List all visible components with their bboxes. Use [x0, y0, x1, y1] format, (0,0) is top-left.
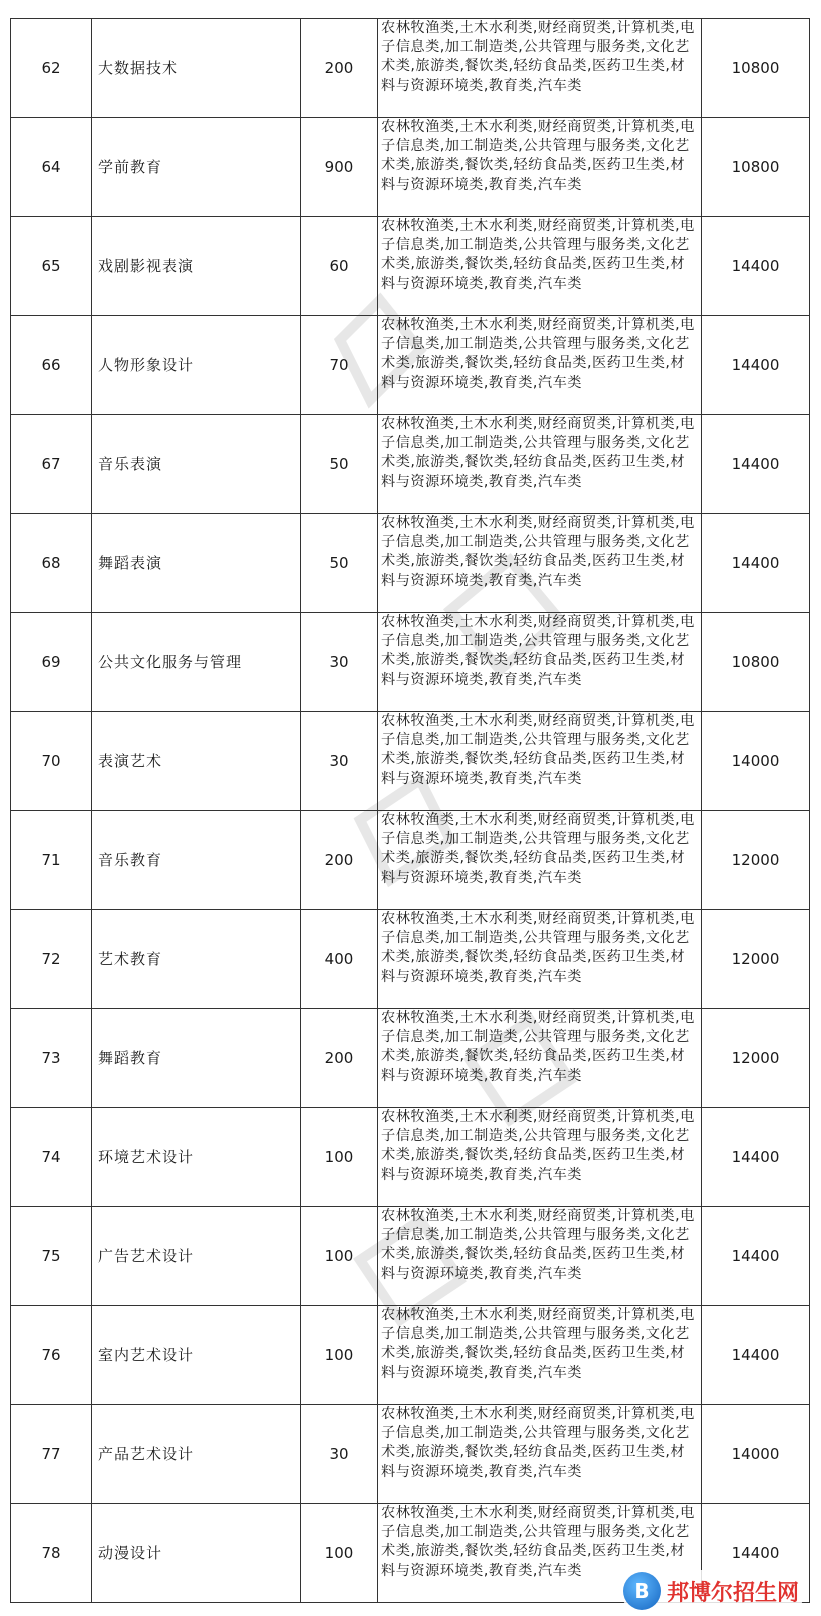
- tuition-fee: 14000: [702, 1405, 810, 1504]
- eligible-categories: 农林牧渔类,土木水利类,财经商贸类,计算机类,电子信息类,加工制造类,公共管理与服务类,文化艺术类,旅游类,餐饮类,轻纺食品类,医药卫生类,材料与资源环境类,教育类,汽车类: [378, 316, 702, 415]
- table-row: [11, 19, 810, 118]
- eligible-categories: 农林牧渔类,土木水利类,财经商贸类,计算机类,电子信息类,加工制造类,公共管理与服务类,文化艺术类,旅游类,餐饮类,轻纺食品类,医药卫生类,材料与资源环境类,教育类,汽车类: [378, 1504, 702, 1603]
- tuition-fee: 10800: [702, 613, 810, 712]
- major-name: 动漫设计: [92, 1504, 301, 1603]
- table-row: [11, 217, 810, 316]
- tuition-fee: 12000: [702, 1009, 810, 1108]
- table-row: [11, 1306, 810, 1405]
- tuition-fee: 14400: [702, 1504, 810, 1603]
- enrollment-count: 30: [301, 712, 378, 811]
- row-number: 74: [11, 1108, 92, 1207]
- table-row: [11, 1108, 810, 1207]
- major-name: 环境艺术设计: [92, 1108, 301, 1207]
- eligible-categories: 农林牧渔类,土木水利类,财经商贸类,计算机类,电子信息类,加工制造类,公共管理与服务类,文化艺术类,旅游类,餐饮类,轻纺食品类,医药卫生类,材料与资源环境类,教育类,汽车类: [378, 1207, 702, 1306]
- eligible-categories: 农林牧渔类,土木水利类,财经商贸类,计算机类,电子信息类,加工制造类,公共管理与服务类,文化艺术类,旅游类,餐饮类,轻纺食品类,医药卫生类,材料与资源环境类,教育类,汽车类: [378, 1405, 702, 1504]
- row-number: 66: [11, 316, 92, 415]
- table-row: [11, 1207, 810, 1306]
- row-number: 65: [11, 217, 92, 316]
- row-number: 77: [11, 1405, 92, 1504]
- table-row: [11, 910, 810, 1009]
- eligible-categories: 农林牧渔类,土木水利类,财经商贸类,计算机类,电子信息类,加工制造类,公共管理与服务类,文化艺术类,旅游类,餐饮类,轻纺食品类,医药卫生类,材料与资源环境类,教育类,汽车类: [378, 217, 702, 316]
- eligible-categories: 农林牧渔类,土木水利类,财经商贸类,计算机类,电子信息类,加工制造类,公共管理与服务类,文化艺术类,旅游类,餐饮类,轻纺食品类,医药卫生类,材料与资源环境类,教育类,汽车类: [378, 1306, 702, 1405]
- enrollment-count: 100: [301, 1108, 378, 1207]
- row-number: 68: [11, 514, 92, 613]
- enrollment-count: 200: [301, 811, 378, 910]
- row-number: 71: [11, 811, 92, 910]
- table-body: [11, 19, 810, 1603]
- tuition-fee: 12000: [702, 811, 810, 910]
- row-number: 70: [11, 712, 92, 811]
- enrollment-count: 900: [301, 118, 378, 217]
- enrollment-table: [10, 18, 810, 1603]
- major-name: 人物形象设计: [92, 316, 301, 415]
- table-row: [11, 415, 810, 514]
- tuition-fee: 14000: [702, 712, 810, 811]
- eligible-categories: 农林牧渔类,土木水利类,财经商贸类,计算机类,电子信息类,加工制造类,公共管理与服务类,文化艺术类,旅游类,餐饮类,轻纺食品类,医药卫生类,材料与资源环境类,教育类,汽车类: [378, 613, 702, 712]
- row-number: 69: [11, 613, 92, 712]
- enrollment-count: 50: [301, 415, 378, 514]
- tuition-fee: 14400: [702, 415, 810, 514]
- row-number: 67: [11, 415, 92, 514]
- row-number: 76: [11, 1306, 92, 1405]
- table-row: [11, 1009, 810, 1108]
- enrollment-count: 30: [301, 613, 378, 712]
- enrollment-count: 60: [301, 217, 378, 316]
- enrollment-count: 100: [301, 1207, 378, 1306]
- row-number: 72: [11, 910, 92, 1009]
- row-number: 62: [11, 19, 92, 118]
- tuition-fee: 14400: [702, 316, 810, 415]
- table-row: [11, 712, 810, 811]
- enrollment-count: 100: [301, 1504, 378, 1603]
- table-row: [11, 613, 810, 712]
- enrollment-count: 400: [301, 910, 378, 1009]
- eligible-categories: 农林牧渔类,土木水利类,财经商贸类,计算机类,电子信息类,加工制造类,公共管理与服务类,文化艺术类,旅游类,餐饮类,轻纺食品类,医药卫生类,材料与资源环境类,教育类,汽车类: [378, 910, 702, 1009]
- table-row: [11, 514, 810, 613]
- major-name: 戏剧影视表演: [92, 217, 301, 316]
- major-name: 艺术教育: [92, 910, 301, 1009]
- enrollment-count: 50: [301, 514, 378, 613]
- row-number: 75: [11, 1207, 92, 1306]
- eligible-categories: 农林牧渔类,土木水利类,财经商贸类,计算机类,电子信息类,加工制造类,公共管理与服务类,文化艺术类,旅游类,餐饮类,轻纺食品类,医药卫生类,材料与资源环境类,教育类,汽车类: [378, 118, 702, 217]
- major-name: 音乐教育: [92, 811, 301, 910]
- major-name: 公共文化服务与管理: [92, 613, 301, 712]
- tuition-fee: 10800: [702, 19, 810, 118]
- tuition-fee: 14400: [702, 217, 810, 316]
- eligible-categories: 农林牧渔类,土木水利类,财经商贸类,计算机类,电子信息类,加工制造类,公共管理与服务类,文化艺术类,旅游类,餐饮类,轻纺食品类,医药卫生类,材料与资源环境类,教育类,汽车类: [378, 1009, 702, 1108]
- major-name: 产品艺术设计: [92, 1405, 301, 1504]
- eligible-categories: 农林牧渔类,土木水利类,财经商贸类,计算机类,电子信息类,加工制造类,公共管理与服务类,文化艺术类,旅游类,餐饮类,轻纺食品类,医药卫生类,材料与资源环境类,教育类,汽车类: [378, 415, 702, 514]
- eligible-categories: 农林牧渔类,土木水利类,财经商贸类,计算机类,电子信息类,加工制造类,公共管理与服务类,文化艺术类,旅游类,餐饮类,轻纺食品类,医药卫生类,材料与资源环境类,教育类,汽车类: [378, 712, 702, 811]
- tuition-fee: 12000: [702, 910, 810, 1009]
- eligible-categories: 农林牧渔类,土木水利类,财经商贸类,计算机类,电子信息类,加工制造类,公共管理与服务类,文化艺术类,旅游类,餐饮类,轻纺食品类,医药卫生类,材料与资源环境类,教育类,汽车类: [378, 19, 702, 118]
- major-name: 舞蹈表演: [92, 514, 301, 613]
- table-row: [11, 811, 810, 910]
- table-row: [11, 118, 810, 217]
- tuition-fee: 14400: [702, 514, 810, 613]
- major-name: 表演艺术: [92, 712, 301, 811]
- major-name: 室内艺术设计: [92, 1306, 301, 1405]
- enrollment-count: 100: [301, 1306, 378, 1405]
- tuition-fee: 14400: [702, 1306, 810, 1405]
- tuition-fee: 10800: [702, 118, 810, 217]
- watermark-text: 邦博尔招生网: [666, 1580, 799, 1606]
- enrollment-count: 200: [301, 1009, 378, 1108]
- major-name: 广告艺术设计: [92, 1207, 301, 1306]
- major-name: 音乐表演: [92, 415, 301, 514]
- enrollment-count: 70: [301, 316, 378, 415]
- tuition-fee: 14400: [702, 1108, 810, 1207]
- b-logo-icon: [623, 1572, 661, 1610]
- tuition-fee: 14400: [702, 1207, 810, 1306]
- svg-text:B: B: [634, 1579, 650, 1603]
- eligible-categories: 农林牧渔类,土木水利类,财经商贸类,计算机类,电子信息类,加工制造类,公共管理与服务类,文化艺术类,旅游类,餐饮类,轻纺食品类,医药卫生类,材料与资源环境类,教育类,汽车类: [378, 811, 702, 910]
- table-row: [11, 316, 810, 415]
- enrollment-count: 200: [301, 19, 378, 118]
- site-watermark: [621, 1570, 805, 1612]
- row-number: 73: [11, 1009, 92, 1108]
- enrollment-count: 30: [301, 1405, 378, 1504]
- row-number: 78: [11, 1504, 92, 1603]
- major-name: 大数据技术: [92, 19, 301, 118]
- major-name: 学前教育: [92, 118, 301, 217]
- table-row: [11, 1405, 810, 1504]
- major-name: 舞蹈教育: [92, 1009, 301, 1108]
- eligible-categories: 农林牧渔类,土木水利类,财经商贸类,计算机类,电子信息类,加工制造类,公共管理与服务类,文化艺术类,旅游类,餐饮类,轻纺食品类,医药卫生类,材料与资源环境类,教育类,汽车类: [378, 1108, 702, 1207]
- eligible-categories: 农林牧渔类,土木水利类,财经商贸类,计算机类,电子信息类,加工制造类,公共管理与服务类,文化艺术类,旅游类,餐饮类,轻纺食品类,医药卫生类,材料与资源环境类,教育类,汽车类: [378, 514, 702, 613]
- row-number: 64: [11, 118, 92, 217]
